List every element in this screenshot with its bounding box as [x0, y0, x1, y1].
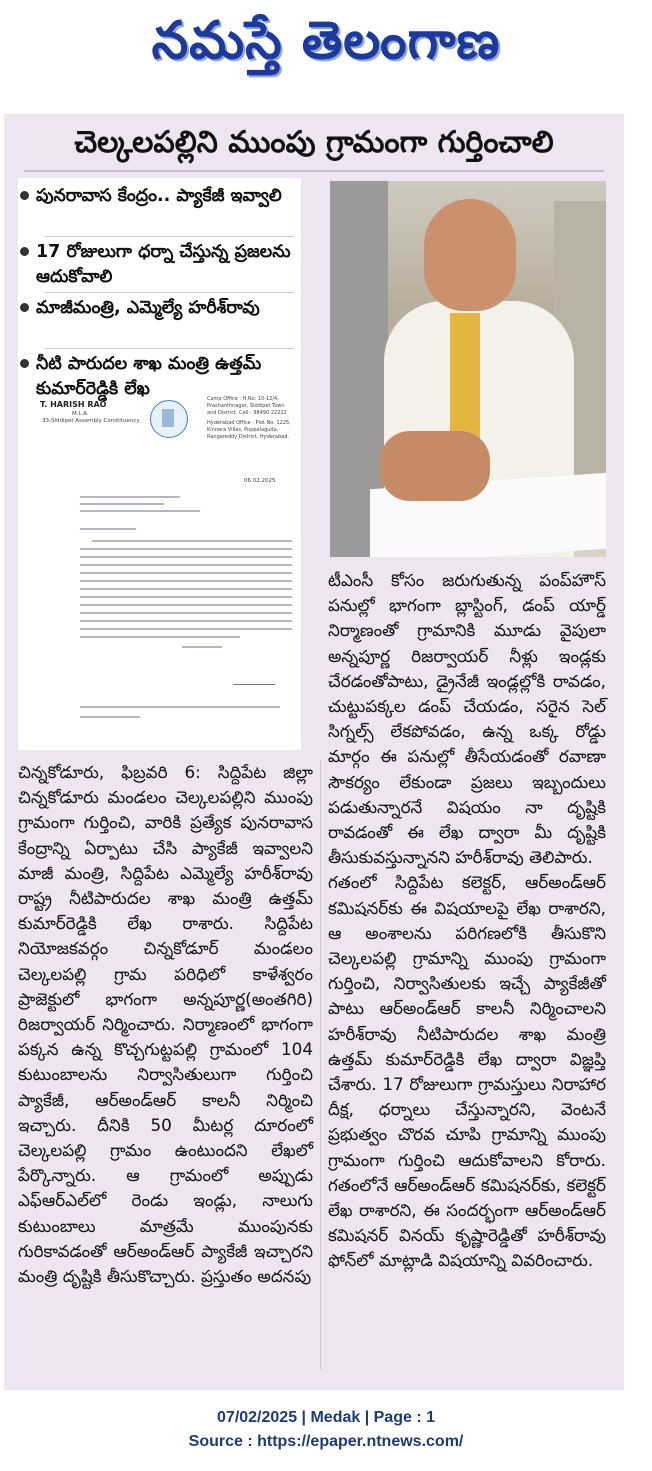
bullet-icon — [20, 191, 29, 200]
article-paragraph: చిన్నకోడూరు, ఫిబ్రవరి 6: సిద్దిపేట జిల్లా చిన్నకోడూరు మండలం చెల్కలపల్లిని ముంపు గ్రామంగా గుర్తించి, వారికి ప్రత్యేక పునరావాస కేంద్రాన్ని ఏర్పాటు చేసి ప్యాకేజీ ఇవ్వాలని మాజీ మంత్రి, సిద్దిపేట ఎమ్మెల్యే హరీశ్‌రావు రాష్ట్ర నీటిపారుదల శాఖ మంత్రి ఉత్తమ్ కుమార్‌రెడ్డికి లేఖ రాశారు. సిద్దిపేట నియోజకవర్గం చిన్నకోడూర్ మండలం చెల్కలపల్లి గ్రామ పరిధిలో కాళేశ్వరం ప్రాజెక్టులో భాగంగా అన్నపూర్ణ(అంతగిరి) రిజర్వాయర్ నిర్మించారు. నిర్మాణంలో భాగంగా పక్కన ఉన్న కొచ్చగుట్టపల్లి గ్రామంలో 104 కుటుంబాలను నిర్వాసితులుగా గుర్తించి ప్యాకేజీ, ఆర్‌అండ్‌ఆర్ కాలనీ నిర్మించి ఇచ్చారు. దీనికి 50 మీటర్ల దూరంలో చెల్కలపల్లి గ్రామం ఉంటుందని లేఖలో పేర్కొన్నారు. ఆ గ్రామంలో అప్పుడు ఎఫ్‌ఆర్‌ఎల్‌లో రెండు ఇండ్లు, నాలుగు కుటుంబాలు మాత్రమే ముంపునకు గురికావడంతో ఆర్‌అండ్‌ఆర్ ప్యాకేజీ ఇచ్చారని మంత్రి దృష్టికి తీసుకొచ్చారు. ప్రస్తుతం అదనపు — [18, 762, 313, 1287]
news-photo — [330, 181, 606, 557]
footer-source-link[interactable]: Source : https://epaper.ntnews.com/ — [188, 1433, 464, 1450]
letter-text-line — [80, 612, 292, 614]
bullet-icon — [20, 247, 29, 256]
photo-subject-arm — [380, 431, 490, 501]
letter-text-line — [80, 548, 292, 550]
letter-text-line — [80, 572, 292, 574]
letter-text-line — [182, 646, 222, 648]
letter-text-line — [80, 716, 140, 718]
letter-text-line — [80, 706, 280, 708]
newspaper-logo: నమస్తే తెలంగాణ — [151, 11, 501, 71]
divider — [44, 292, 294, 293]
highlight-item: పునరావాస కేంద్రం.. ప్యాకేజీ ఇవ్వాలి — [36, 184, 300, 209]
divider — [44, 348, 294, 349]
photo-subject-head — [424, 199, 516, 311]
letter-text-line — [80, 636, 240, 638]
article-paragraph: గతంలో సిద్దిపేట కలెక్టర్, ఆర్‌అండ్‌ఆర్ కమిషనర్‌కు ఈ విషయాలపై లేఖ రాశారని, ఆ అంశాలను పరిగణలోకి తీసుకొని చెల్కలపల్లి గ్రామాన్ని ముంపు గ్రామంగా గుర్తించి, నిర్వాసితులకు ఇచ్చే ప్యాకేజీతో పాటు ఆర్‌అండ్‌ఆర్ కాలనీ నిర్మించాలని హరీశ్‌రావు నీటిపారుదల శాఖ మంత్రి ఉత్తమ్ కుమార్‌రెడ్డికి లేఖ ద్వారా విజ్ఞప్తి చేశారు. 17 రోజులుగా గ్రామస్తులు నిరాహార దీక్ష, ధర్నాలు చేస్తున్నారని, వెంటనే ప్రభుత్వం చొరవ చూపి గ్రామాన్ని ముంపు గ్రామంగా గుర్తించి ఆదుకోవాలని కోరారు. గతంలోనే ఆర్‌అండ్‌ఆర్ కమిషనర్‌కు, కలెక్టర్ లేఖ రాశారని, ఈ సందర్భంగా ఆర్‌అండ్‌ఆర్ కమిషనర్ వినయ్ కృష్ణారెడ్డితో హరీశ్‌రావు ఫోన్‌లో మాట్లాడి విషయాన్ని వివరించారు. — [328, 872, 606, 1271]
letter-image — [32, 388, 296, 740]
page-footer — [0, 1406, 652, 1454]
letter-text-line — [80, 510, 200, 512]
highlight-item: 17 రోజులుగా ధర్నా చేస్తున్న ప్రజలను ఆదుకోవాలి — [36, 240, 300, 290]
highlights-box — [18, 178, 301, 750]
highlight-item: నీటి పారుదల శాఖ మంత్రి ఉత్తమ్ కుమార్‌రెడ్డికి లేఖ — [36, 352, 300, 402]
footer-date-edition: 07/02/2025 | Medak | Page : 1 — [217, 1409, 435, 1426]
column-divider — [320, 760, 321, 1370]
highlight-item: మాజీమంత్రి, ఎమ్మెల్యే హరీశ్‌రావు — [36, 296, 300, 321]
letter-date: 06.02.2025 — [244, 478, 276, 484]
article-column-right — [328, 568, 606, 1274]
letter-constituency: 33-Siddipet Assembly Constituency — [42, 418, 140, 424]
letter-text-line — [80, 528, 136, 530]
divider — [44, 236, 294, 237]
headline-rule — [24, 170, 604, 172]
article-headline: చెల్కలపల్లిని ముంపు గ్రామంగా గుర్తించాలి — [74, 125, 554, 160]
letter-text-line — [80, 588, 292, 590]
letter-text-line — [80, 604, 292, 606]
letter-text-line — [80, 620, 292, 622]
bullet-icon — [20, 303, 29, 312]
letter-text-line — [92, 540, 292, 542]
government-emblem-icon — [150, 400, 188, 438]
signature — [233, 656, 283, 685]
letter-text-line — [80, 496, 180, 498]
letter-designation: M.L.A. — [72, 411, 89, 417]
letter-text-line — [80, 596, 292, 598]
letter-office-address: Camp Office : H.No. 10-12/4, Prashanthnagar, Siddipet Town and District. Cell : 98490 22222 Hyderabad Office : Plot No. 1225, Kinnera Villas, Puppalaguda, Rangareddy District, Hyderabad. — [207, 396, 291, 440]
letter-text-line — [80, 556, 292, 558]
letter-text-line — [80, 503, 164, 505]
letter-text-line — [80, 564, 292, 566]
letter-text-line — [80, 628, 292, 630]
bullet-icon — [20, 359, 29, 368]
letter-text-line — [80, 580, 292, 582]
masthead — [0, 0, 652, 86]
letter-sender-name: T. HARISH RAO — [40, 400, 107, 409]
article-paragraph: టీఎంసీ కోసం జరుగుతున్న పంప్‌హౌస్ పనుల్లో భాగంగా బ్లాస్టింగ్, డంప్ యార్డ్ నిర్మాణంతో గ్రామానికి మూడు వైపులా అన్నపూర్ణ రిజర్వాయర్ నీళ్లు ఇండ్లకు చేరడంతోపాటు, డ్రైనేజీ ఇండ్లల్లోకి రావడం, చుట్టుపక్కల డంప్ చేయడం, సరైన సెల్ సిగ్నల్స్ లేకపోవడం, ఉన్న ఒక్క రోడ్డు మార్గం ఈ పనుల్లో తీసేయడంతో రవాణా సౌకర్యం లేకుండా ప్రజలు ఇబ్బందులు పడుతున్నారనే విషయం నా దృష్టికి రావడంతో ఈ లేఖ ద్వారా మీ దృష్టికి తీసుకువస్తున్నానని హరీశ్‌రావు తెలిపారు. — [328, 570, 606, 868]
article-column-left — [18, 760, 313, 1289]
